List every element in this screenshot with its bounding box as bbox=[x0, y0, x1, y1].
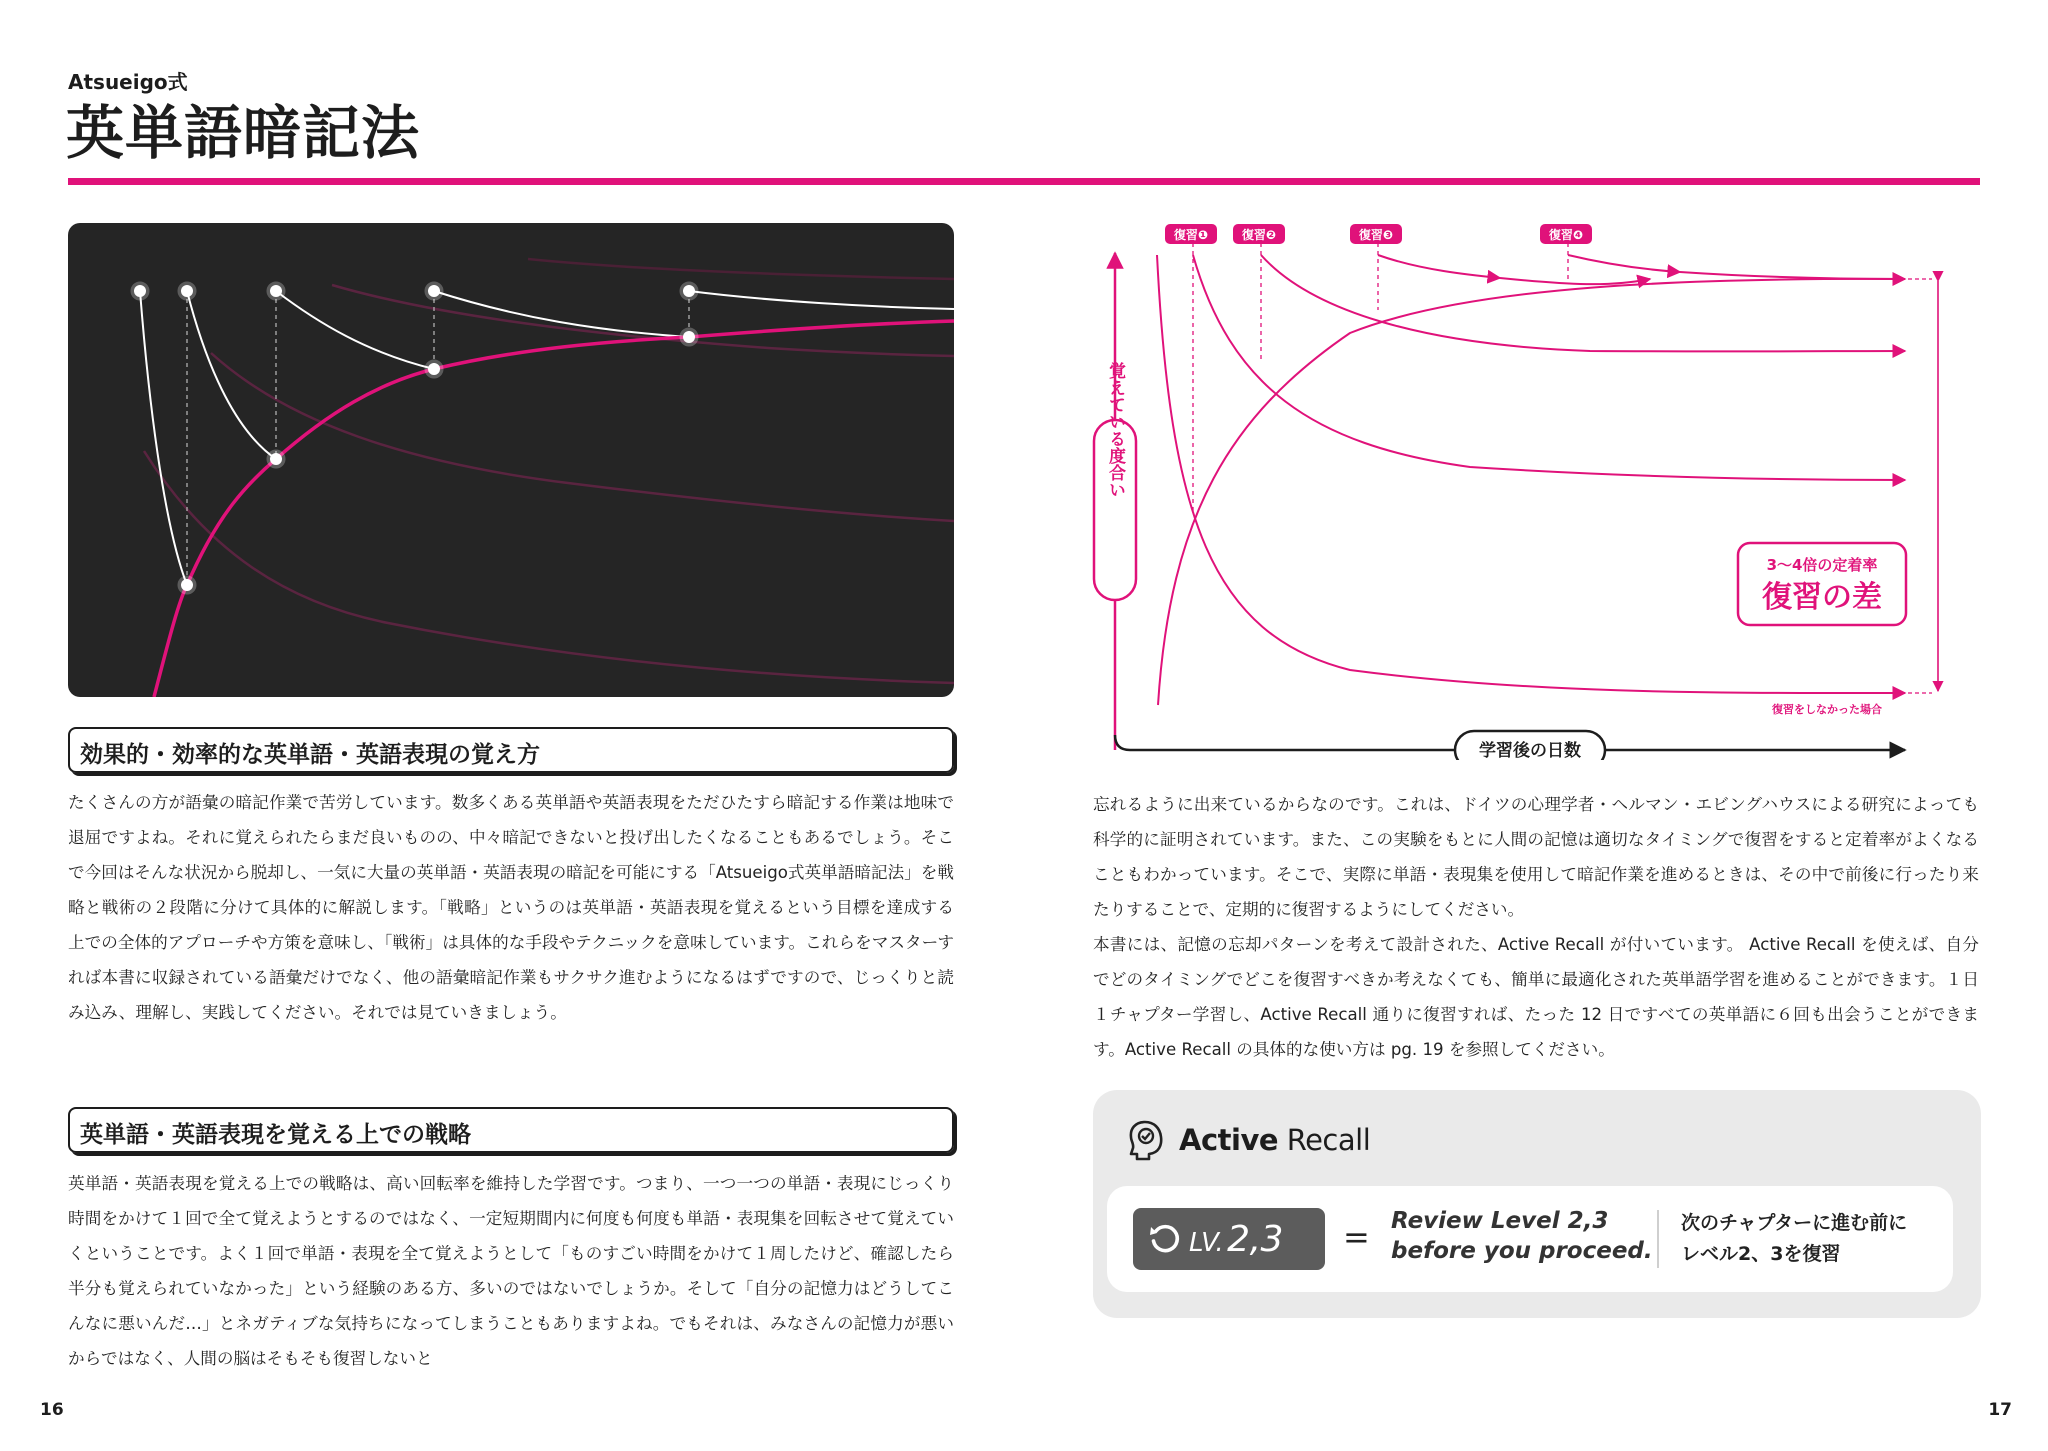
page-number-left: 16 bbox=[40, 1400, 64, 1420]
faded-decay-3 bbox=[332, 285, 954, 356]
section-body-1: たくさんの方が語彙の暗記作業で苦労しています。数多くある英単語や英語表現をただひたすら暗記する作業は地味で退屈ですよね。それに覚えられたらまだ良いものの、中々暗記できないと投げ出したくなることもあるでしょう。そこで今回はそんな状況から脱却し、一気に大量の英単語・英語表現の暗記を可能にする「Atsueigo式英単語暗記法」を戦略と戦術の２段階に分けて具体的に解説します。「戦略」というのは英単語・英語表現を覚えるという目標を達成する上での全体的アプローチや方策を意味し、「戦術」は具体的な手段やテクニックを意味しています。これらをマスターすれば本書に収録されている語彙だけでなく、他の語彙暗記作業もサクサク進むようになるはずですので、じっくりと読み込み、理解し、実践してください。それでは見ていきましょう。 bbox=[68, 793, 954, 1022]
faded-decay-1 bbox=[144, 451, 954, 683]
x-axis-label: 学習後の日数 bbox=[1479, 741, 1581, 760]
white-decay-1 bbox=[140, 291, 187, 585]
svg-text:復習❸: 復習❸ bbox=[1358, 228, 1394, 242]
header-subtitle: Atsueigo式 bbox=[68, 70, 188, 94]
page-number-right: 17 bbox=[1988, 1400, 2012, 1420]
node-top-4 bbox=[428, 285, 440, 297]
section-body-2: 英単語・英語表現を覚える上での戦略は、高い回転率を維持した学習です。つまり、一つ一つの単語・表現にじっくり時間をかけて１回で全て覚えようとするのではなく、一定短期間内に何度も何度も単語・表現集を回転させて覚えていくということです。よく１回で単語・表現を全て覚えようとして「ものすごい時間をかけて１周したけど、確認したら半分も覚えられていなかった」という経験のある方、多いのではないでしょうか。そして「自分の記憶力はどうしてこんなに悪いんだ…」とネガティブな気持ちになってしまうこともありますよね。でもそれは、みなさんの記憶力が悪いからではなく、人間の脳はそもそも復習しないと bbox=[68, 1174, 954, 1368]
head-brain-icon bbox=[1127, 1118, 1167, 1162]
page-title: 英単語暗記法 bbox=[66, 99, 421, 167]
review-level-panel bbox=[1107, 1186, 1953, 1292]
active-recall-card bbox=[1093, 1090, 1981, 1318]
level-badge bbox=[1133, 1208, 1325, 1270]
title-rule bbox=[68, 178, 1980, 185]
node-low-4 bbox=[683, 331, 695, 343]
decay-after-review-4 bbox=[1568, 255, 1680, 272]
magenta-retention-curve bbox=[154, 321, 954, 697]
svg-text:復習❶: 復習❶ bbox=[1173, 228, 1209, 242]
node-top-3 bbox=[270, 285, 282, 297]
panel-divider bbox=[1657, 1210, 1659, 1268]
right-paragraph-1: 忘れるように出来ているからなのです。これは、ドイツの心理学者・ヘルマン・エビングハウスによる研究によっても科学的に証明されています。また、この実験をもとに人間の記憶は適切なタイミングで復習をすると定着率がよくなることもわかっています。そこで、実際に単語・表現集を使用して暗記作業を進めるときは、その中で前後に行ったり来たりすることで、定期的に復習するようにしてください。 bbox=[1093, 795, 1979, 919]
svg-text:復習❷: 復習❷ bbox=[1241, 228, 1277, 242]
node-top-5 bbox=[683, 285, 695, 297]
decay-no-review bbox=[1157, 255, 1905, 693]
level-prefix: LV. bbox=[1189, 1227, 1224, 1258]
callout-diff: 復習の差 bbox=[1762, 580, 1882, 615]
review-instruction-ja: 次のチャプターに進む前に レベル2、3を復習 bbox=[1681, 1212, 1908, 1265]
svg-text:復習❹: 復習❹ bbox=[1548, 228, 1584, 242]
node-top-2 bbox=[181, 285, 193, 297]
forgetting-curve-chart bbox=[1090, 215, 1980, 760]
review-tag-2 bbox=[1233, 224, 1285, 244]
review-instruction-en: Review Level 2,3 before you proceed. bbox=[1391, 1208, 1653, 1264]
level-value: 2,3 bbox=[1227, 1218, 1283, 1260]
curve-nodes bbox=[134, 285, 695, 591]
right-paragraph-2: 本書には、記憶の忘却パターンを考えて設計された、Active Recall が付いています。 Active Recall を使えば、自分でどのタイミングでどこを復習すべきか考えなくても、簡単に最適化された英単語学習を進めることができます。１日１チャプター学習し、Active Recall 通りに復習すれば、たった 12 日ですべての英単語に６回も出会うことができます。Active Recall の具体的な使い方は pg. 19 を参照してください。 bbox=[1093, 935, 1979, 1059]
white-decay-5 bbox=[689, 291, 954, 309]
retention-growth-curve bbox=[1158, 279, 1905, 705]
active-recall-header bbox=[1127, 1118, 1370, 1162]
node-low-3 bbox=[428, 363, 440, 375]
white-decay-2 bbox=[187, 291, 276, 459]
review-curve-illustration bbox=[68, 223, 954, 697]
active-recall-title: Active Recall bbox=[1179, 1123, 1371, 1157]
undo-arrow-icon bbox=[1147, 1221, 1183, 1257]
faded-decay-4 bbox=[528, 259, 954, 279]
node-top-1 bbox=[134, 285, 146, 297]
no-review-label: 復習をしなかった場合 bbox=[1772, 703, 1882, 716]
level-line-mid bbox=[1500, 278, 1650, 284]
section-heading-2: 英単語・英語表現を覚える上での戦略 bbox=[68, 1107, 954, 1153]
equals-sign: = bbox=[1343, 1218, 1370, 1256]
level-line-top bbox=[1680, 272, 1905, 279]
decay-after-review-1 bbox=[1193, 255, 1905, 480]
decay-after-review-2 bbox=[1261, 255, 1905, 351]
section-heading-1: 効果的・効率的な英単語・英語表現の覚え方 bbox=[68, 727, 954, 773]
review-tag-3 bbox=[1350, 224, 1402, 244]
review-tag-1 bbox=[1165, 224, 1217, 244]
callout-rate: 3〜4倍の定着率 bbox=[1766, 556, 1878, 574]
node-low-2 bbox=[270, 453, 282, 465]
y-axis-label: 覚えている度合い bbox=[1105, 362, 1125, 498]
review-tag-4 bbox=[1540, 224, 1592, 244]
node-low-1 bbox=[181, 579, 193, 591]
faded-decay-2 bbox=[211, 353, 954, 521]
decay-after-review-3 bbox=[1378, 255, 1500, 278]
